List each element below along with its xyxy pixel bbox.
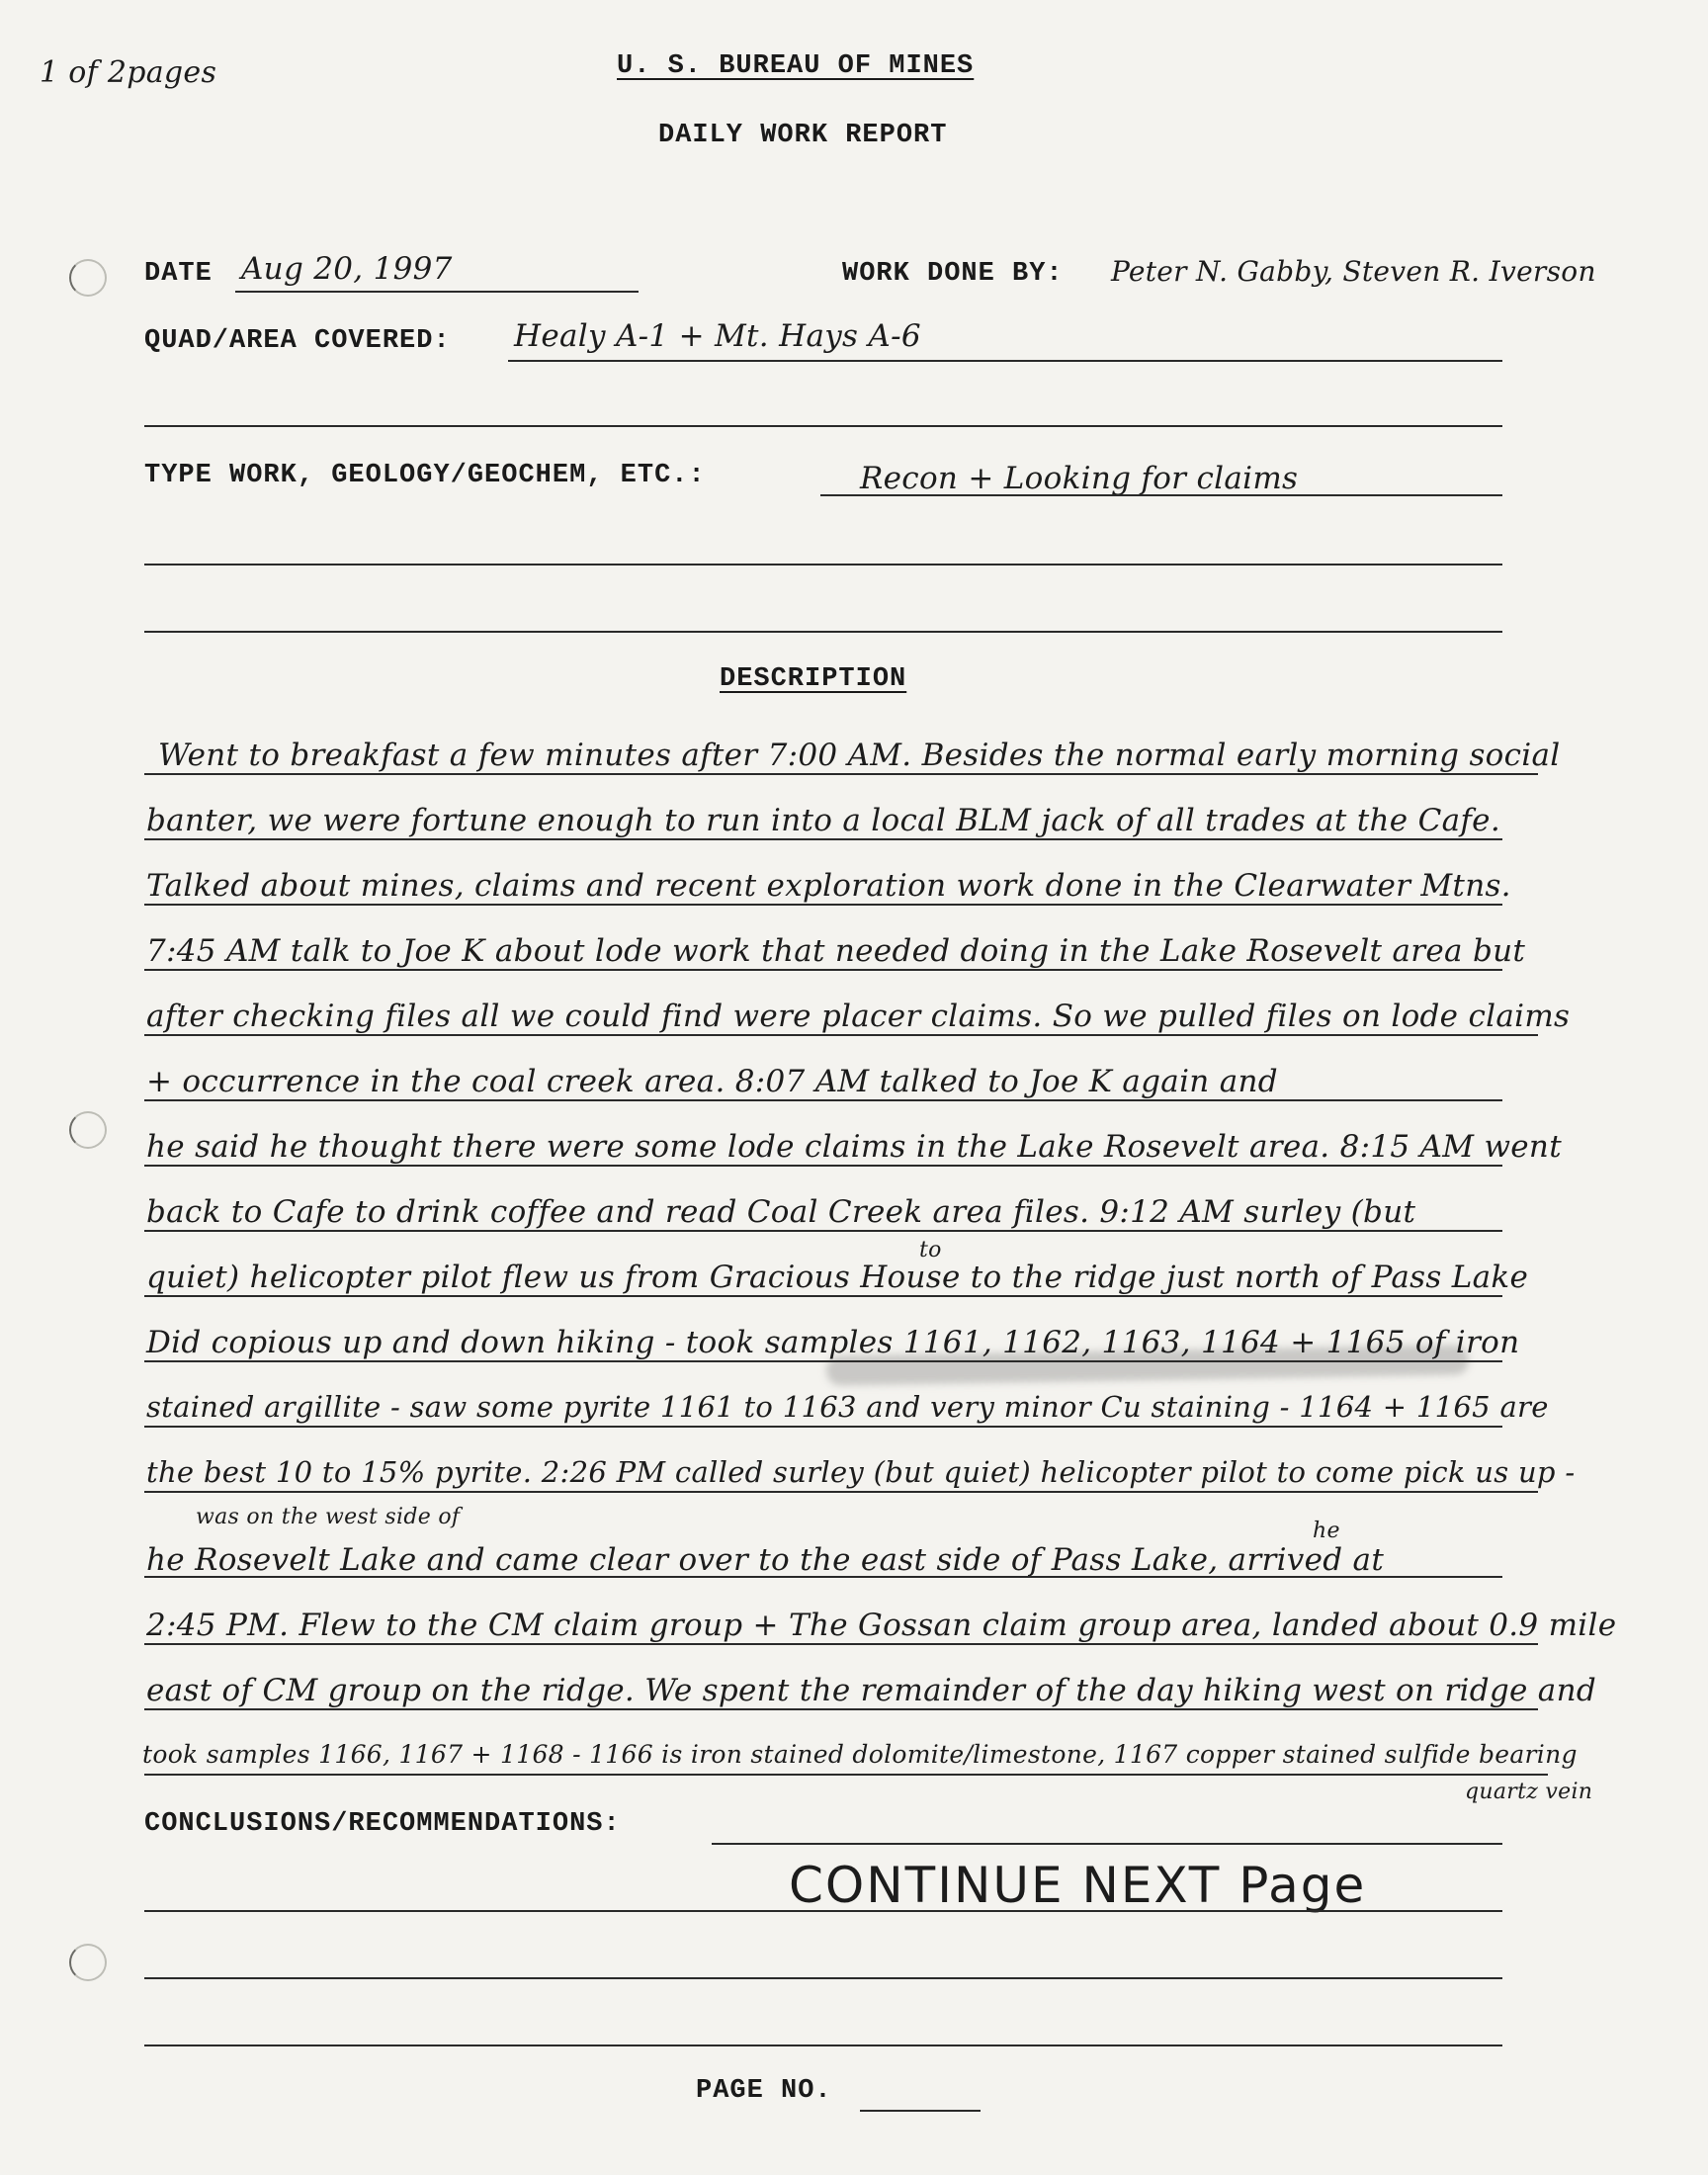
blank-rule-3 — [144, 631, 1502, 633]
description-rule-4 — [144, 969, 1502, 971]
description-line-8: back to Cafe to drink coffee and read Coal Creek area files. 9:12 AM surley (but — [146, 1194, 1416, 1230]
conclusions-rule-2 — [144, 1910, 1502, 1912]
conclusions-rule-4 — [144, 2044, 1502, 2046]
conclusions-label: CONCLUSIONS/RECOMMENDATIONS: — [144, 1809, 621, 1839]
description-rule-14 — [144, 1643, 1538, 1645]
blank-rule-1 — [144, 425, 1502, 427]
type-work-rule — [820, 494, 1502, 496]
date-label: DATE — [144, 259, 213, 289]
insert-was-on: was on the west side of — [196, 1505, 461, 1529]
page-number-label: PAGE NO. — [696, 2076, 832, 2106]
description-line-13: he Rosevelt Lake and came clear over to the east side of Pass Lake, arrived at — [146, 1542, 1385, 1578]
description-rule-8 — [144, 1230, 1502, 1232]
description-rule-16 — [144, 1774, 1548, 1776]
description-line-5: after checking files all we could find were placer claims. So we pulled files on lode claims — [146, 999, 1571, 1034]
punch-hole-top — [69, 259, 107, 297]
page-number-rule — [860, 2110, 981, 2112]
blank-rule-2 — [144, 564, 1502, 566]
report-title: DAILY WORK REPORT — [658, 121, 948, 150]
description-rule-7 — [144, 1165, 1502, 1167]
quad-label: QUAD/AREA COVERED: — [144, 326, 451, 356]
punch-hole-middle — [69, 1111, 107, 1149]
description-rule-10 — [144, 1360, 1502, 1362]
description-rule-6 — [144, 1099, 1502, 1101]
conclusions-rule-1 — [712, 1843, 1502, 1845]
description-rule-1 — [144, 773, 1538, 775]
description-line-12: the best 10 to 15% pyrite. 2:26 PM called surley (but quiet) helicopter pilot to come pick us up - — [146, 1455, 1576, 1489]
description-line-10: Did copious up and down hiking - took samples 1161, 1162, 1163, 1164 + 1165 of iron — [146, 1325, 1520, 1360]
description-rule-3 — [144, 904, 1502, 906]
description-rule-12 — [144, 1491, 1538, 1493]
description-heading: DESCRIPTION — [720, 664, 907, 694]
description-line-2: banter, we were fortune enough to run into a local BLM jack of all trades at the Cafe. — [146, 803, 1500, 838]
conclusions-rule-3 — [144, 1977, 1502, 1979]
description-rule-13 — [144, 1576, 1502, 1578]
org-heading: U. S. BUREAU OF MINES — [617, 51, 975, 81]
date-value: Aug 20, 1997 — [241, 251, 453, 287]
description-line-1: Went to breakfast a few minutes after 7:00 AM. Besides the normal early morning social — [158, 738, 1561, 773]
description-rule-2 — [144, 838, 1502, 840]
description-rule-9 — [144, 1295, 1502, 1297]
description-line-9: quiet) helicopter pilot flew us from Gracious House to the ridge just north of Pass Lake — [146, 1260, 1529, 1295]
description-line-15: east of CM group on the ridge. We spent the remainder of the day hiking west on ridge and — [146, 1673, 1596, 1708]
description-line-7: he said he thought there were some lode claims in the Lake Rosevelt area. 8:15 AM went — [146, 1129, 1562, 1165]
work-done-by-value: Peter N. Gabby, Steven R. Iverson — [1111, 255, 1596, 288]
corner-page-note: 1 of 2pages — [40, 55, 217, 90]
description-rule-5 — [144, 1034, 1538, 1036]
insert-quartz-vein: quartz vein — [1465, 1780, 1593, 1804]
description-line-14: 2:45 PM. Flew to the CM claim group + The Gossan claim group area, landed about 0.9 mile — [146, 1608, 1617, 1643]
insert-to: to — [919, 1238, 942, 1262]
date-rule — [235, 291, 639, 293]
description-line-16: took samples 1166, 1167 + 1168 - 1166 is iron stained dolomite/limestone, 1167 copper stained sulfide bearing — [142, 1740, 1578, 1769]
description-rule-11 — [144, 1426, 1502, 1428]
description-line-3: Talked about mines, claims and recent exploration work done in the Clearwater Mtns. — [146, 868, 1511, 904]
description-line-4: 7:45 AM talk to Joe K about lode work that needed doing in the Lake Rosevelt area but — [146, 933, 1526, 969]
type-work-value: Recon + Looking for claims — [860, 461, 1299, 496]
description-line-6: + occurrence in the coal creek area. 8:07 AM talked to Joe K again and — [146, 1064, 1278, 1099]
description-rule-15 — [144, 1708, 1538, 1710]
description-line-11: stained argillite - saw some pyrite 1161 to 1163 and very minor Cu staining - 1164 + 1165 are — [146, 1390, 1549, 1424]
type-work-label: TYPE WORK, GEOLOGY/GEOCHEM, ETC.: — [144, 461, 706, 490]
punch-hole-bottom — [69, 1944, 107, 1981]
conclusions-value: CONTINUE NEXT Page — [789, 1857, 1367, 1914]
insert-he: he — [1313, 1519, 1340, 1543]
work-done-by-label: WORK DONE BY: — [842, 259, 1064, 289]
quad-rule — [508, 360, 1502, 362]
quad-value: Healy A-1 + Mt. Hays A-6 — [514, 318, 921, 354]
